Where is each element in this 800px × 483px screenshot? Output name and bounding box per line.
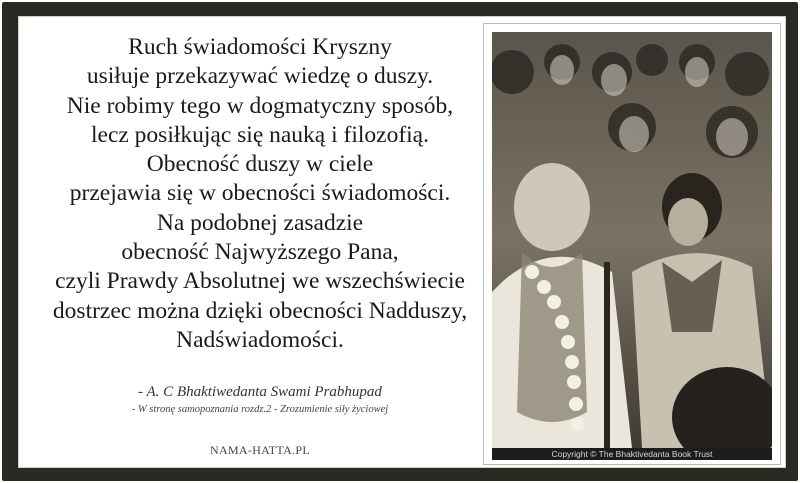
- quote-card: [18, 16, 786, 468]
- outer-frame: [2, 2, 798, 481]
- quote-line: Ruch świadomości Kryszny: [128, 34, 392, 60]
- photo-copyright: Copyright © The Bhaktivedanta Book Trust: [492, 448, 772, 460]
- quote-line: Nie robimy tego w dogmatyczny sposób,: [66, 92, 454, 119]
- quote-text: [33, 33, 487, 355]
- quote-line: czyli Prawdy Absolutnej we wszechświecie: [55, 268, 465, 295]
- quote-line: Obecność duszy w ciele: [146, 151, 374, 178]
- photo-frame: [483, 23, 781, 465]
- quote-source: - W stronę samopoznania rozdz.2 - Zrozumienie siły życiowej: [131, 404, 389, 415]
- photo: [492, 32, 772, 448]
- photo-placeholder-icon: [492, 32, 772, 448]
- quote-author: - A. C Bhaktiwedanta Swami Prabhupad: [138, 384, 382, 400]
- quote-line: lecz posiłkując się nauką i filozofią.: [90, 121, 429, 148]
- quote-line: przejawia się w obecności świadomości.: [69, 180, 451, 207]
- quote-line: obecność Najwyższego Pana,: [121, 239, 399, 266]
- quote-line: Nadświadomości.: [176, 326, 344, 353]
- quote-line: usiłuje przekazywać wiedzę o duszy.: [86, 63, 434, 90]
- website-label: NAMA-HATTA.PL: [210, 443, 310, 457]
- quote-line: Na podobnej zasadzie: [156, 209, 364, 236]
- quote-line: dostrzec można dzięki obecności Nadduszy,: [52, 297, 468, 324]
